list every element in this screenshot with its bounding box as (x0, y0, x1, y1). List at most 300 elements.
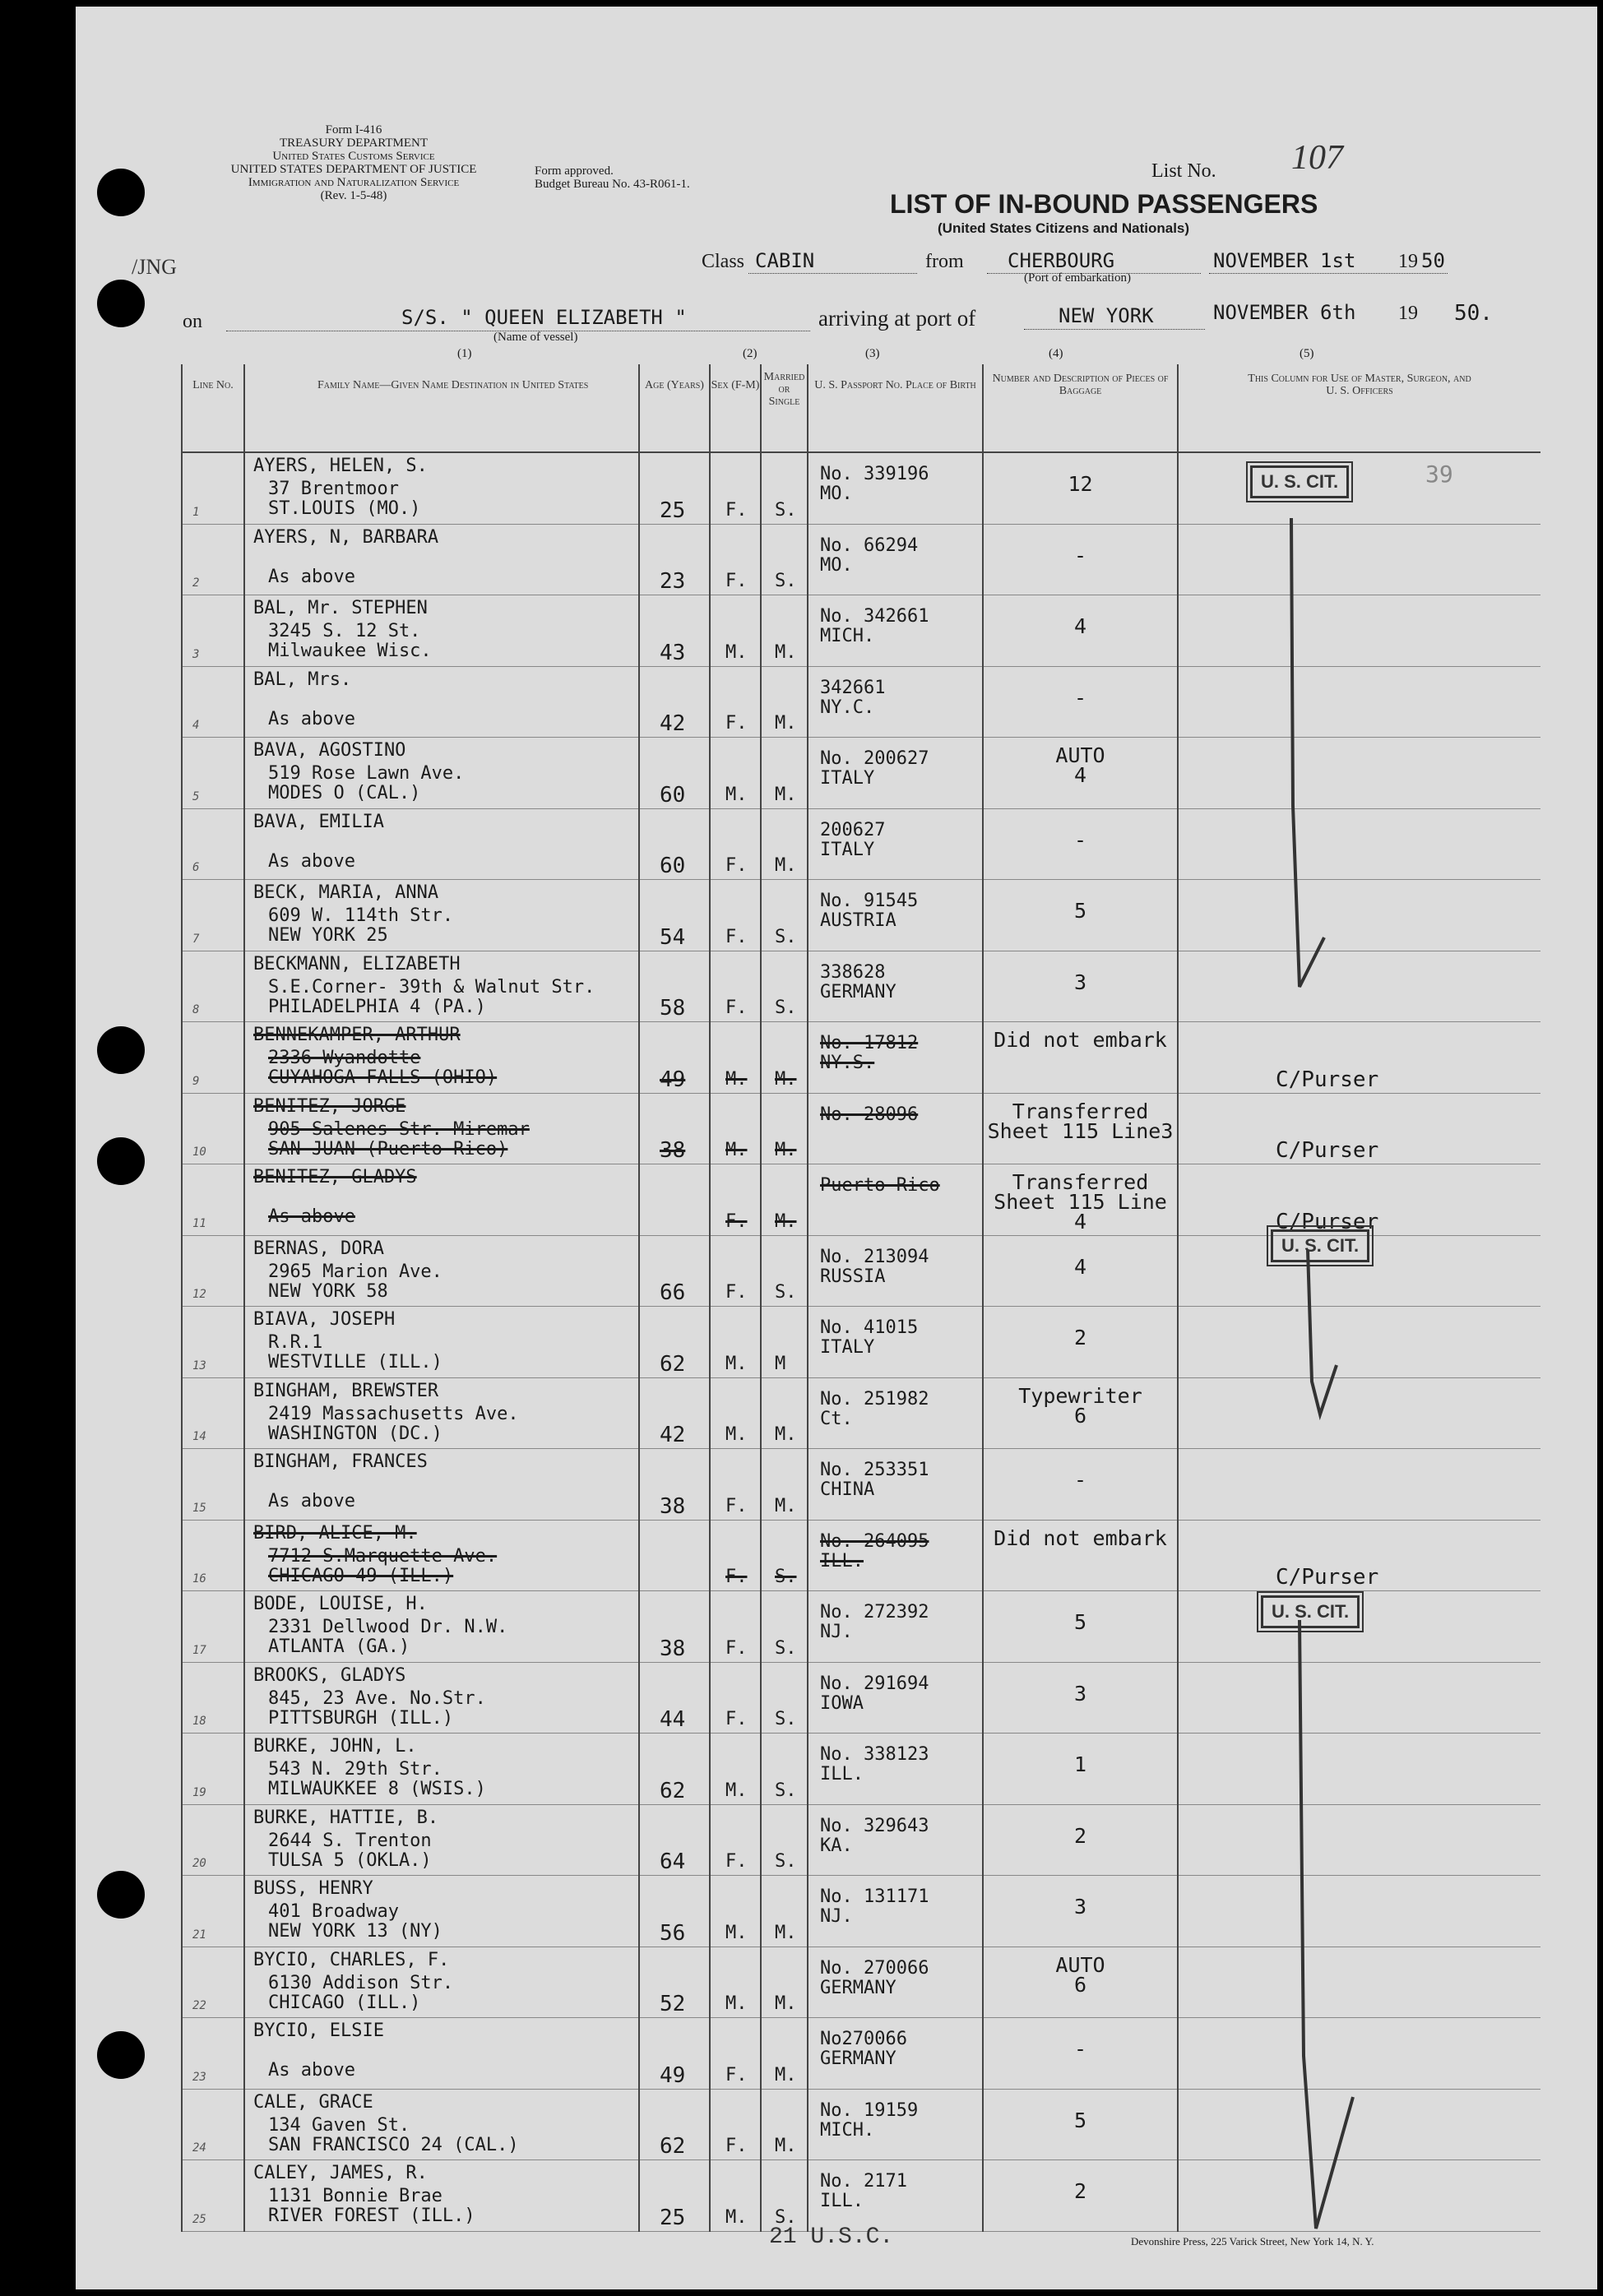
baggage-cell (983, 2018, 1178, 2090)
sex-cell (710, 1164, 761, 1236)
destination-line: As above (268, 566, 355, 587)
form-revision: (Rev. 1-5-48) (320, 189, 387, 202)
destination (268, 567, 355, 587)
name-cell (244, 666, 639, 738)
destination-line: As above (268, 2060, 355, 2081)
age: 23 (660, 569, 686, 594)
name-cell (244, 1947, 639, 2018)
passport-line: No. 66294 (820, 535, 919, 556)
destination-line: 2965 Marion Ave. (268, 1261, 442, 1282)
passport-cell (808, 1235, 983, 1307)
passport-cell (808, 524, 983, 595)
destination-line: As above (268, 708, 355, 729)
baggage (984, 1099, 1177, 1143)
line-number: 10 (192, 1146, 206, 1159)
passport-line: No270066 (820, 2029, 907, 2049)
destination-line: 543 N. 29th Str. (268, 1759, 442, 1780)
name-cell (244, 1235, 639, 1307)
passport-cell (808, 595, 983, 667)
age-cell (639, 1307, 710, 1378)
destination-line: As above (268, 850, 355, 872)
line-number: 15 (192, 1501, 206, 1515)
departure-year: 50 (1421, 249, 1445, 272)
line-number-cell (182, 1307, 244, 1378)
departure-date: NOVEMBER 1st (1213, 249, 1356, 272)
baggage-cell (983, 1662, 1178, 1734)
sex-cell (710, 2018, 761, 2090)
passport (820, 891, 918, 931)
passport-line: AUSTRIA (820, 910, 896, 931)
sex-cell (710, 1520, 761, 1591)
baggage (984, 1610, 1177, 1634)
passport-line: No. 200627 (820, 748, 929, 769)
purser-note: C/Purser (1276, 1067, 1379, 1092)
line-number-cell (182, 1591, 244, 1663)
name-cell (244, 808, 639, 880)
married-cell (761, 1235, 808, 1307)
passenger-name: BURKE, JOHN, L. (253, 1736, 417, 1757)
destination-line: 3245 S. 12 St. (268, 621, 421, 641)
married-cell (761, 1093, 808, 1164)
vessel-name: S/S. " QUEEN ELIZABETH " (401, 306, 687, 329)
passport-cell (808, 738, 983, 809)
arriving-label: arriving at port of (818, 306, 976, 331)
baggage (984, 1170, 1177, 1234)
sex-cell (710, 1947, 761, 2018)
passport (820, 1390, 929, 1429)
baggage-cell (983, 1164, 1178, 1236)
name-cell (244, 738, 639, 809)
passport-cell (808, 1093, 983, 1164)
col-header-baggage: Number and Description of Pieces of Baggage (983, 364, 1178, 452)
sex-cell (710, 1591, 761, 1663)
passport (820, 1034, 918, 1073)
baggage-line: 4 (1073, 614, 1087, 638)
baggage-line: - (1073, 1468, 1087, 1492)
age-cell (639, 1662, 710, 1734)
marital-status: S. (775, 2206, 797, 2228)
destination (268, 2187, 475, 2226)
passport-cell (808, 1307, 983, 1378)
married-cell (761, 808, 808, 880)
line-number-cell (182, 1164, 244, 1236)
passenger-name: BYCIO, ELSIE (253, 2021, 384, 2041)
destination-line: MODES O (CAL.) (268, 783, 421, 803)
destination-line: NEW YORK 58 (268, 1280, 388, 1302)
destination-line: 37 Brentmoor (268, 479, 399, 499)
baggage (984, 1897, 1177, 1917)
sex: F. (725, 713, 748, 734)
sex: M. (725, 784, 748, 805)
destination-line: ATLANTA (GA.) (268, 1636, 410, 1657)
marital-status: S. (775, 1780, 797, 1801)
age-cell (639, 1591, 710, 1663)
passport-line: 342661 (820, 677, 886, 698)
married-cell (761, 2018, 808, 2090)
passenger-name: BODE, LOUISE, H. (253, 1594, 428, 1614)
sex-cell (710, 1235, 761, 1307)
destination-line: 2419 Massachusetts Ave. (268, 1403, 519, 1424)
passport-cell (808, 1520, 983, 1591)
marital-status: S. (775, 926, 797, 947)
married-cell (761, 1449, 808, 1521)
age: 66 (660, 1280, 686, 1305)
passport-line: No. 251982 (820, 1388, 929, 1410)
passport-cell (808, 1022, 983, 1094)
name-cell (244, 880, 639, 951)
col-header-passport: U. S. Passport No. Place of Birth (808, 364, 983, 452)
baggage-cell (983, 1804, 1178, 1876)
passport-line: MICH. (820, 626, 875, 646)
age: 38 (660, 1138, 686, 1163)
name-cell (244, 951, 639, 1022)
passport-line: IOWA (820, 1692, 864, 1714)
married-cell (761, 1591, 808, 1663)
age-cell (639, 2018, 710, 2090)
line-number: 21 (192, 1928, 206, 1942)
passport (820, 1460, 929, 1500)
name-cell (244, 1022, 639, 1094)
married-cell (761, 1662, 808, 1734)
destination-line: 845, 23 Ave. No.Str. (268, 1687, 486, 1709)
destination-line: 609 W. 114th Str. (268, 905, 454, 926)
passport-line: No. 19159 (820, 2099, 919, 2121)
line-number: 11 (192, 1216, 206, 1230)
punch-hole (97, 1026, 145, 1074)
baggage-line: - (1073, 827, 1087, 852)
baggage-cell (983, 1876, 1178, 1947)
destination-line: CHICAGO (ILL.) (268, 1992, 421, 2013)
name-cell (244, 595, 639, 667)
age: 42 (660, 1423, 686, 1447)
baggage-line: 2 (1073, 1823, 1087, 1848)
baggage (984, 1470, 1177, 1490)
passport-line: No. 253351 (820, 1460, 929, 1480)
baggage-line: - (1073, 543, 1087, 567)
line-number-cell (182, 1449, 244, 1521)
age: 62 (660, 2134, 686, 2159)
baggage-line: Transferred Sheet 115 Line 4 (994, 1170, 1167, 1234)
marital-status: M. (775, 855, 797, 876)
line-number: 13 (192, 1359, 206, 1373)
baggage-line: 5 (1073, 1610, 1087, 1634)
table-header-row (182, 364, 1540, 452)
passport (820, 2101, 918, 2141)
line-number: 24 (192, 2141, 206, 2155)
destination (268, 1492, 355, 1511)
age: 25 (660, 498, 686, 523)
line-number: 16 (192, 1572, 206, 1585)
baggage-line: 5 (1073, 899, 1087, 923)
age: 38 (660, 1636, 686, 1661)
passport-line: Ct. (820, 1408, 853, 1429)
page-subtitle: (United States Citizens and Nationals) (938, 220, 1190, 236)
arrival-year-prefix: 19 (1398, 303, 1418, 324)
line-number-cell (182, 808, 244, 880)
married-cell (761, 951, 808, 1022)
sex: F. (725, 1709, 748, 1729)
age: 62 (660, 1778, 686, 1803)
age: 42 (660, 711, 686, 736)
married-cell (761, 738, 808, 809)
marital-status: S. (775, 1567, 797, 1587)
passenger-name: BERNAS, DORA (253, 1238, 384, 1259)
passport-line: No. 329643 (820, 1815, 929, 1836)
baggage (984, 1254, 1177, 1279)
destination-line: 1131 Bonnie Brae (268, 2186, 442, 2206)
baggage-line: 1 (1073, 1752, 1087, 1776)
destination-line: 905 Salenes Str. Miremar (268, 1118, 530, 1140)
passport-line: No. 270066 (820, 1957, 929, 1979)
customs-service: United States Customs Service (272, 150, 435, 163)
sex-cell (710, 1449, 761, 1521)
passport-line: No. 342661 (820, 606, 929, 627)
age-cell (639, 1876, 710, 1947)
baggage (984, 1952, 1177, 1997)
age: 62 (660, 1351, 686, 1377)
sex: F. (725, 855, 748, 876)
baggage-cell (983, 524, 1178, 595)
married-cell (761, 1804, 808, 1876)
baggage (984, 685, 1177, 710)
sex: F. (725, 1567, 748, 1587)
baggage-line: AUTO (1055, 743, 1105, 767)
baggage-cell (983, 595, 1178, 667)
passenger-name: BAVA, AGOSTINO (253, 740, 406, 761)
passport-cell (808, 2018, 983, 2090)
baggage-line: 3 (1073, 1681, 1087, 1706)
married-cell (761, 1164, 808, 1236)
destination-line: 401 Broadway (268, 1901, 399, 1922)
name-cell (244, 1164, 639, 1236)
age: 25 (660, 2205, 686, 2230)
passport-line: No. 264095 (820, 1530, 929, 1552)
baggage (984, 1681, 1177, 1706)
passport-line: RUSSIA (820, 1266, 886, 1287)
sex: F. (725, 1851, 748, 1872)
class-label: Class (702, 251, 745, 272)
baggage-cell (983, 1022, 1178, 1094)
married-cell (761, 1022, 808, 1094)
married-cell (761, 595, 808, 667)
name-cell (244, 2160, 639, 2232)
married-cell (761, 880, 808, 951)
baggage-cell (983, 1235, 1178, 1307)
treasury-dept: TREASURY DEPARTMENT (279, 137, 429, 150)
passport (820, 1176, 940, 1196)
marital-status: M (775, 1353, 786, 1374)
name-cell (244, 1804, 639, 1876)
line-number: 5 (192, 789, 200, 803)
destination (268, 1974, 453, 2013)
age: 52 (660, 1992, 686, 2016)
destination-line: PITTSBURGH (ILL.) (268, 1707, 454, 1729)
passport-cell (808, 1164, 983, 1236)
married-cell (761, 1377, 808, 1449)
line-number-cell (182, 595, 244, 667)
name-cell (244, 1876, 639, 1947)
age-cell (639, 951, 710, 1022)
destination-line: 134 Gaven St. (268, 2114, 410, 2136)
destination (268, 1902, 442, 1942)
line-number-cell (182, 1662, 244, 1734)
destination (268, 764, 464, 803)
sex-cell (710, 1377, 761, 1449)
passport-cell (808, 452, 983, 524)
passport-line: No. 91545 (820, 891, 919, 911)
marital-status: S. (775, 571, 797, 591)
passport-cell (808, 1591, 983, 1663)
sex: F. (725, 1210, 748, 1232)
sex: M. (725, 1353, 748, 1374)
destination-line: 2331 Dellwood Dr. N.W. (268, 1617, 508, 1637)
passport-line: GERMANY (820, 981, 896, 1002)
age: 64 (660, 1849, 686, 1874)
sex: F. (725, 1282, 748, 1303)
destination-line: RIVER FOREST (ILL.) (268, 2206, 475, 2226)
line-number-cell (182, 1734, 244, 1805)
line-number: 12 (192, 1288, 206, 1301)
baggage-cell (983, 2089, 1178, 2160)
married-cell (761, 1734, 808, 1805)
name-cell (244, 1662, 639, 1734)
passenger-name: CALE, GRACE (253, 2091, 373, 2113)
passport-line: No. 272392 (820, 1602, 929, 1622)
arrival-date: NOVEMBER 6th (1213, 301, 1356, 324)
age: 43 (660, 640, 686, 665)
sex: F. (725, 2136, 748, 2156)
destination-line: TULSA 5 (OKLA.) (268, 1849, 432, 1871)
passport-line: No. 338123 (820, 1744, 929, 1765)
line-number: 2 (192, 576, 200, 590)
age-cell (639, 738, 710, 809)
port-caption: (Port of embarkation) (1024, 271, 1131, 285)
name-cell (244, 1449, 639, 1521)
age: 60 (660, 782, 686, 808)
baggage (984, 1328, 1177, 1348)
destination (268, 2116, 519, 2155)
baggage (984, 1525, 1177, 1550)
destination-line: WASHINGTON (DC.) (268, 1423, 442, 1444)
passport-line: 200627 (820, 819, 886, 840)
marital-status: M. (775, 784, 797, 805)
passport (820, 678, 885, 718)
sex-cell (710, 1307, 761, 1378)
passport-line: No. 339196 (820, 464, 929, 484)
form-info (177, 123, 530, 202)
sex: M. (725, 2206, 748, 2228)
destination (268, 1689, 486, 1729)
married-cell (761, 1307, 808, 1378)
passenger-name: BURKE, HATTIE, B. (253, 1807, 439, 1828)
marital-status: M. (775, 1140, 797, 1160)
departure-year-prefix: 19 (1398, 251, 1418, 272)
passport-line: No. 28096 (820, 1104, 919, 1125)
line-number-cell (182, 1022, 244, 1094)
col-num-5: (5) (1300, 347, 1314, 360)
punch-hole (97, 169, 145, 216)
sex: F. (725, 1637, 748, 1659)
passport-cell (808, 808, 983, 880)
marital-status: S. (775, 1851, 797, 1872)
baggage-cell (983, 808, 1178, 880)
destination (268, 1333, 442, 1373)
justice-dept: UNITED STATES DEPARTMENT OF JUSTICE (230, 163, 477, 176)
passport (820, 1745, 929, 1784)
baggage (984, 474, 1177, 494)
passport-line: GERMANY (820, 1977, 896, 1998)
sex-cell (710, 2160, 761, 2232)
passport-line: ILL. (820, 1550, 864, 1572)
sex-cell (710, 1093, 761, 1164)
passenger-name: AYERS, HELEN, S. (253, 456, 428, 476)
baggage-line: - (1073, 685, 1087, 710)
sex: F. (725, 998, 748, 1018)
baggage-line: 2 (1073, 1326, 1087, 1349)
col-header-name: Family Name—Given Name Destination in United States (244, 364, 639, 452)
marital-status: M. (775, 1424, 797, 1445)
age-cell (639, 1093, 710, 1164)
destination-line: 2644 S. Trenton (268, 1830, 432, 1851)
baggage-line: - (1073, 2037, 1087, 2061)
passport (820, 1603, 929, 1642)
arrival-year: 50. (1454, 301, 1493, 326)
passport-line: NY.S. (820, 1053, 875, 1073)
passport-line: ILL. (820, 2191, 864, 2211)
passport-line: NJ. (820, 1622, 853, 1642)
line-number-cell (182, 1804, 244, 1876)
married-cell (761, 666, 808, 738)
form-approved (535, 164, 690, 191)
passport-line: GERMANY (820, 2048, 896, 2069)
destination (268, 479, 420, 519)
destination-line: PHILADELPHIA 4 (PA.) (268, 996, 486, 1017)
purser-note: C/Purser (1276, 1565, 1379, 1590)
passport (820, 1887, 929, 1927)
line-number: 4 (192, 719, 200, 732)
baggage-line: 6 (1073, 1972, 1087, 1997)
age-cell (639, 1734, 710, 1805)
footer-usc: 21 U.S.C. (769, 2224, 894, 2250)
destination-line: As above (268, 1491, 355, 1511)
sex-cell (710, 880, 761, 951)
sex: M. (725, 1068, 748, 1090)
sex-cell (710, 2089, 761, 2160)
age-cell (639, 808, 710, 880)
destination-line: NEW YORK 13 (NY) (268, 1921, 442, 1942)
baggage-cell (983, 1947, 1178, 2018)
sex-cell (710, 452, 761, 524)
baggage (984, 970, 1177, 994)
passport-line: KA. (820, 1835, 853, 1856)
sex-cell (710, 595, 761, 667)
destination-line: R.R.1 (268, 1332, 323, 1353)
baggage-line: 5 (1073, 2108, 1087, 2132)
passport-line: No. 2171 (820, 2171, 907, 2192)
passport-cell (808, 951, 983, 1022)
from-label: from (925, 251, 964, 272)
sex: F. (725, 499, 748, 521)
destination (268, 1831, 432, 1871)
baggage-line: Typewriter (1018, 1383, 1142, 1408)
age-cell (639, 2160, 710, 2232)
baggage-cell (983, 1449, 1178, 1521)
line-number-cell (182, 880, 244, 951)
marital-status: M. (775, 1922, 797, 1943)
passport-line: NJ. (820, 1906, 853, 1927)
col-header-line: Line No. (182, 364, 244, 452)
sex-cell (710, 1662, 761, 1734)
